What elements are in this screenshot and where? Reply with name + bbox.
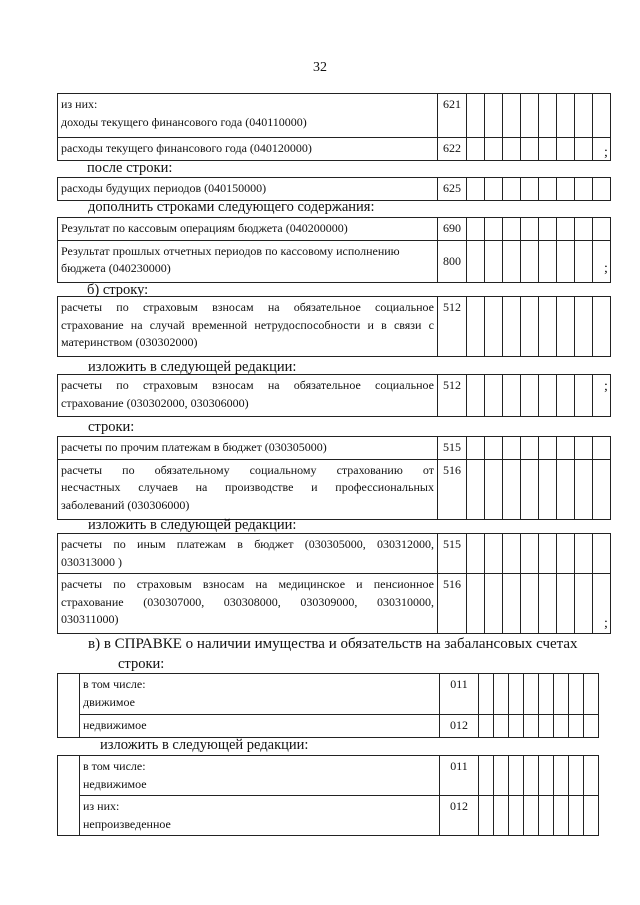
semicolon: ;	[604, 145, 608, 160]
row-label: из них: доходы текущего финансового года (040110000)	[58, 94, 438, 138]
row-label: Результат по кассовым операциям бюджета (040200000)	[58, 218, 438, 241]
row-label: Результат прошлых отчетных периодов по кассовому исполнению бюджета (040230000)	[58, 240, 438, 282]
table-row	[58, 715, 599, 738]
after-rows-label: после строки:	[87, 160, 173, 176]
table-section-9	[57, 755, 599, 836]
section-v-heading: в) в СПРАВКЕ о наличии имущества и обязательств на забалансовых счетах	[88, 636, 578, 652]
table-row	[58, 756, 599, 796]
table-section-2	[57, 177, 611, 201]
rows-label: строки:	[118, 656, 165, 672]
row-label: из них: непроизведенное	[80, 796, 440, 836]
table-row	[58, 240, 611, 282]
table-row	[58, 437, 611, 460]
row-label: недвижимое	[80, 715, 440, 738]
table-row	[58, 534, 611, 574]
table-row	[58, 218, 611, 241]
row-code: 625	[438, 178, 467, 201]
row-code: 516	[438, 459, 467, 519]
table-section-7	[57, 533, 611, 634]
table-section-6	[57, 436, 611, 520]
table-section-4	[57, 296, 611, 357]
row-code: 515	[438, 437, 467, 460]
row-label: расходы будущих периодов (040150000)	[58, 178, 438, 201]
rows-label: строки:	[88, 419, 135, 435]
table-section-3	[57, 217, 611, 283]
row-label: расчеты по иным платежам в бюджет (030305000, 030312000, 030313000 )	[58, 534, 438, 574]
row-code: 515	[438, 534, 467, 574]
table-row	[58, 297, 611, 357]
b-label: б) строку:	[87, 282, 149, 298]
page-number: 32	[313, 60, 327, 75]
restate-label: изложить в следующей редакции:	[100, 737, 309, 753]
supplement-label: дополнить строками следующего содержания:	[88, 199, 375, 215]
table-row	[58, 138, 611, 161]
row-label: расчеты по страховым взносам на обязательное социальное страхование (030302000, 030306000)	[58, 375, 438, 417]
row-code: 800	[438, 240, 467, 282]
row-code: 690	[438, 218, 467, 241]
row-label: расчеты по прочим платежам в бюджет (030305000)	[58, 437, 438, 460]
table-row	[58, 796, 599, 836]
row-code: 012	[440, 715, 479, 738]
row-label: расчеты по страховым взносам на медицинское и пенсионное страхование (030307000, 030308000, 030309000, 030310000, 030311000)	[58, 574, 438, 634]
row-code: 012	[440, 796, 479, 836]
table-row	[58, 375, 611, 417]
row-label: расчеты по страховым взносам на обязательное социальное страхование на случай временной нетрудоспособности и в связи с материнством (030302000)	[58, 297, 438, 357]
restate-label: изложить в следующей редакции:	[88, 517, 297, 533]
table-section-5	[57, 374, 611, 417]
row-code: 512	[438, 297, 467, 357]
row-code: 011	[440, 674, 479, 715]
table-row	[58, 459, 611, 519]
row-label: расчеты по обязательному социальному страхованию от несчастных случаев на производстве и профессиональных заболеваний (030306000)	[58, 459, 438, 519]
table-row	[58, 574, 611, 634]
semicolon: ;	[604, 616, 608, 631]
table-section-1	[57, 93, 611, 161]
row-code: 512	[438, 375, 467, 417]
row-code: 621	[438, 94, 467, 138]
row-label: в том числе: недвижимое	[80, 756, 440, 796]
row-code: 622	[438, 138, 467, 161]
table-row	[58, 178, 611, 201]
semicolon: ;	[604, 379, 608, 394]
table-row	[58, 94, 611, 138]
restate-label: изложить в следующей редакции:	[88, 359, 297, 375]
row-code: 516	[438, 574, 467, 634]
row-label: расходы текущего финансового года (040120000)	[58, 138, 438, 161]
row-code: 011	[440, 756, 479, 796]
semicolon: ;	[604, 261, 608, 276]
table-row	[58, 674, 599, 715]
table-section-8	[57, 673, 599, 738]
row-label: в том числе: движимое	[80, 674, 440, 715]
